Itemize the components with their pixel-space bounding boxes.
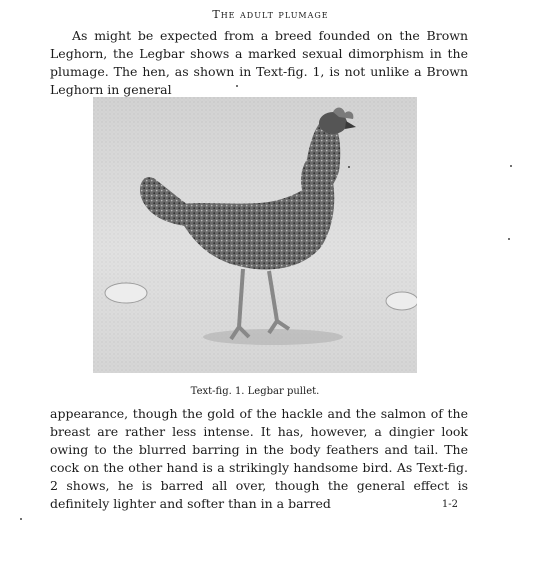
running-head: The adult plumage xyxy=(212,8,329,21)
figure-caption: Text-fig. 1. Legbar pullet. xyxy=(190,386,320,397)
paragraph-bottom: appearance, though the gold of the hackle and the salmon of the breast are rather less intense. It has, however, a dingier look owing to the blurred barring in the body feathers and tail. The cock on the other hand is a strikingly handsome bird. As Text-fig. 2 shows, he is barred all over, though the general effect is definitely lighter and softer than in a barred xyxy=(50,406,468,511)
scan-speck xyxy=(236,85,238,87)
photo-graphic xyxy=(93,97,417,373)
paragraph-top: As might be expected from a breed founded on the Brown Leghorn, the Legbar shows a marked sexual dimorphism in the plumage. The hen, as shown in Text-fig. 1, is not unlike a Brown Leghorn in general xyxy=(50,28,468,97)
scan-speck xyxy=(20,518,22,520)
page-number: 1-2 xyxy=(441,499,458,510)
legbar-pullet-photo xyxy=(93,97,417,373)
scan-speck xyxy=(348,166,350,168)
scan-speck xyxy=(510,165,512,167)
scan-speck xyxy=(508,238,510,240)
